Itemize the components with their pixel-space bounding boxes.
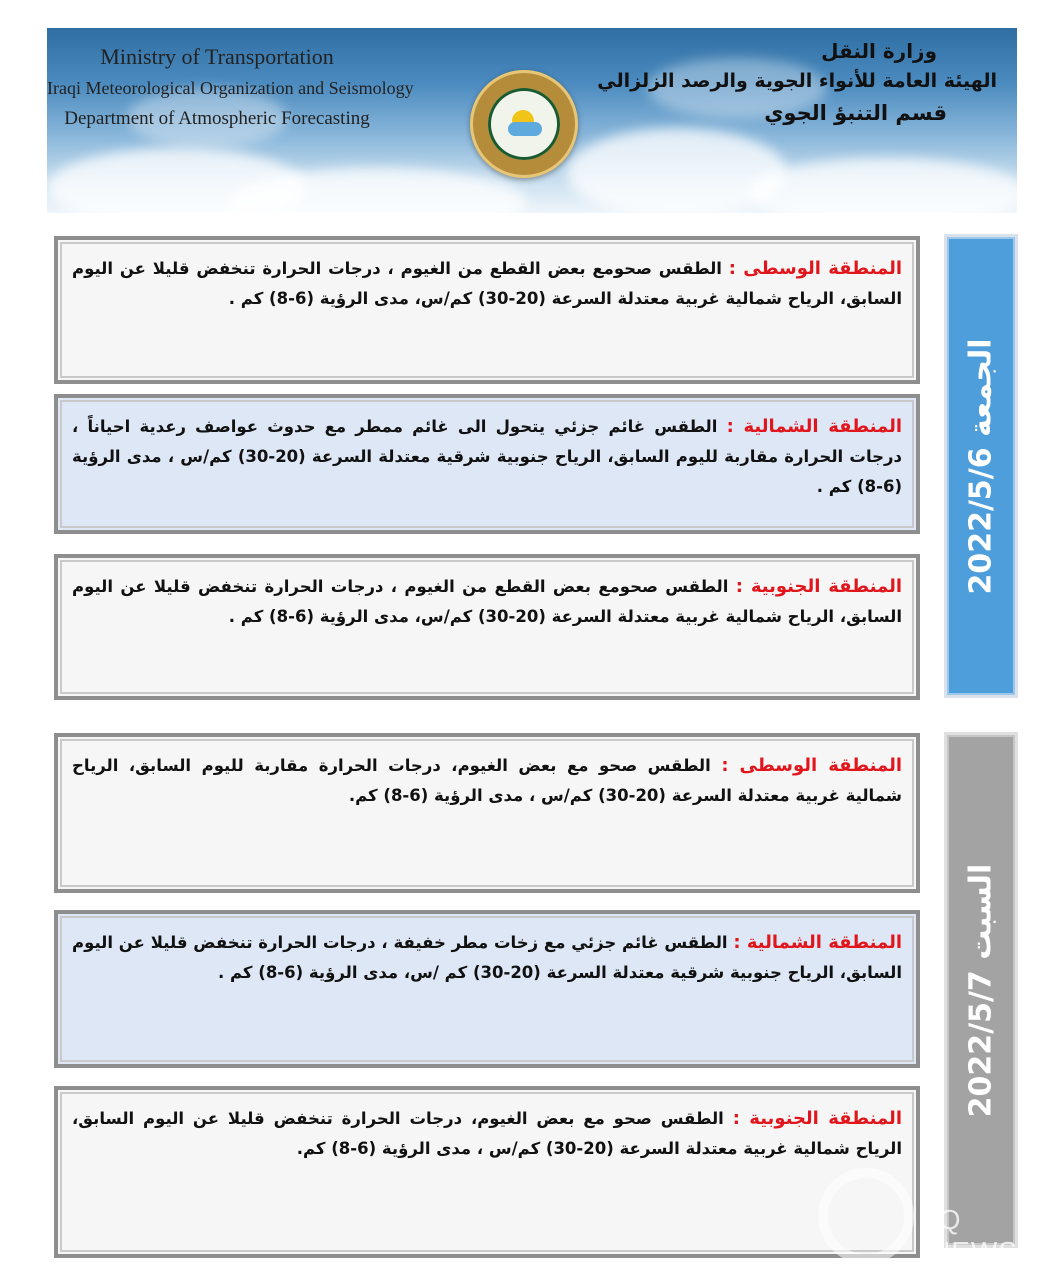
forecast-box-southern-day2 bbox=[54, 1086, 920, 1258]
department-title-ar: قسم التنبؤ الجوي bbox=[764, 101, 947, 125]
forecast-text: الطقس صحو مع بعض الغيوم، درجات الحرارة مقاربة لليوم السابق، الرياح شمالية غربية معتدلة السرعة (20-30) كم/س ، مدى الرؤية (6-8) كم. bbox=[72, 756, 902, 805]
region-name: المنطقة الوسطى : bbox=[728, 258, 902, 279]
forecast-text: الطقس غائم جزئي مع زخات مطر خفيفة ، درجات الحرارة تنخفض قليلا عن اليوم السابق، الرياح جنوبية شرقية معتدلة السرعة (20-30) كم /س، مدى الرؤية (6-8) كم . bbox=[72, 933, 902, 982]
watermark-circle bbox=[818, 1168, 914, 1264]
forecast-box-central-day1 bbox=[54, 236, 920, 384]
forecast-box-southern-day1 bbox=[54, 554, 920, 700]
forecast-text: الطقس غائم جزئي يتحول الى غائم ممطر مع حدوث عواصف رعدية احياناً ، درجات الحرارة مقاربة لليوم السابق، الرياح جنوبية شرقية معتدلة السرعة (20-30) كم/س ، مدى الرؤية (6-8) كم . bbox=[72, 417, 903, 496]
forecast-box-northern-day2 bbox=[54, 910, 920, 1068]
region-name: المنطقة الجنوبية : bbox=[732, 1108, 902, 1129]
region-name: المنطقة الجنوبية : bbox=[735, 576, 902, 597]
logo-emblem bbox=[488, 88, 560, 160]
ministry-title-ar: وزارة النقل bbox=[821, 39, 937, 63]
region-name: المنطقة الشمالية : bbox=[726, 416, 902, 437]
forecast-text: الطقس صحو مع بعض الغيوم، درجات الحرارة تنخفض قليلا عن اليوم السابق، الرياح شمالية غربية معتدلة السرعة (20-30) كم/س ، مدى الرؤية (6-8) كم. bbox=[72, 1109, 902, 1158]
date-bar-friday bbox=[944, 234, 1018, 698]
watermark-text: IQ NEWS bbox=[930, 1204, 1018, 1267]
forecast-box-central-day2 bbox=[54, 733, 920, 893]
cloud-icon bbox=[508, 122, 542, 136]
arabic-header-text bbox=[597, 36, 997, 130]
forecast-box-northern-day1 bbox=[54, 394, 920, 534]
forecast-text: الطقس صحومع بعض القطع من الغيوم ، درجات الحرارة تنخفض قليلا عن اليوم السابق، الرياح شمالية غربية معتدلة السرعة (20-30) كم/س، مدى الرؤية (6-8) كم . bbox=[72, 259, 902, 308]
organization-logo bbox=[470, 70, 578, 178]
header-banner bbox=[47, 28, 1017, 213]
region-name: المنطقة الشمالية : bbox=[733, 932, 903, 953]
forecast-text: الطقس صحومع بعض القطع من الغيوم ، درجات الحرارة تنخفض قليلا عن اليوم السابق، الرياح شمالية غربية معتدلة السرعة (20-30) كم/س، مدى الرؤية (6-8) كم . bbox=[72, 577, 902, 626]
date-label-friday: الجمعة 2022/5/6 bbox=[963, 337, 999, 595]
english-header-text bbox=[47, 42, 414, 134]
region-name: المنطقة الوسطى : bbox=[721, 755, 902, 776]
date-bar-saturday bbox=[944, 732, 1018, 1248]
organization-title-ar: الهيئة العامة للأنواء الجوية والرصد الزلزالي bbox=[597, 70, 997, 92]
ministry-title-en: Ministry of Transportation bbox=[100, 44, 334, 69]
department-title-en: Department of Atmospheric Forecasting bbox=[64, 108, 370, 129]
organization-title-en: Iraqi Meteorological Organization and Seismology bbox=[47, 78, 414, 98]
date-label-saturday: السبت 2022/5/7 bbox=[963, 863, 999, 1117]
